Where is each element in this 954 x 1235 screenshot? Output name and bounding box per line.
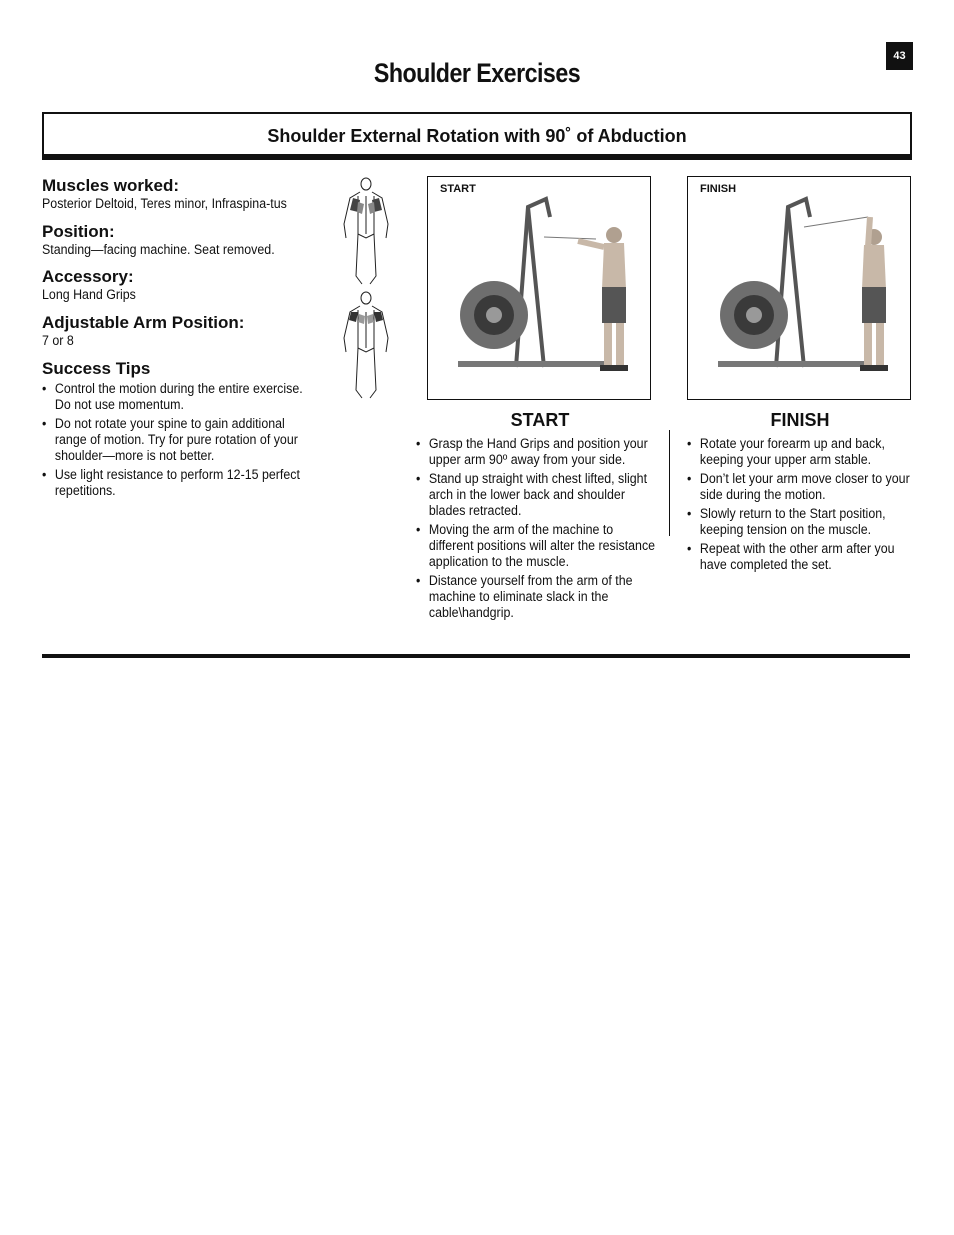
exercise-details (42, 176, 308, 502)
finish-heading: FINISH (770, 410, 830, 430)
arm-position-text: 7 or 8 (42, 332, 74, 348)
start-steps-list (416, 436, 656, 624)
success-tips-list (42, 381, 308, 499)
muscles-heading: Muscles worked: (42, 176, 179, 195)
arm-position-heading: Adjustable Arm Position: (42, 312, 245, 332)
list-item: • Slowly return to the Start position, keeping tension on the muscle. (687, 506, 911, 538)
list-item: • Distance yourself from the arm of the machine to eliminate slack in the cable\handgrip. (416, 573, 659, 621)
position-heading: Position: (42, 221, 115, 241)
list-item: • Use light resistance to perform 12-15 perfect repetitions. (42, 467, 319, 499)
accessory-heading: Accessory: (42, 267, 134, 286)
finish-photo (687, 176, 911, 400)
page-title: Shoulder Exercises (373, 58, 581, 88)
start-heading: START (510, 410, 570, 430)
machine-illustration (688, 177, 910, 399)
machine-illustration (428, 177, 650, 399)
start-photo-label: START (440, 183, 476, 195)
start-photo (427, 176, 651, 400)
accessory-text: Long Hand Grips (42, 287, 136, 302)
anatomy-front-figure (336, 290, 396, 402)
list-item: • Stand up straight with chest lifted, slight arch in the lower back and shoulder blades retracted. (416, 471, 659, 519)
exercise-title: Shoulder External Rotation with 90˚ of Abduction (267, 126, 687, 146)
page-number: 43 (886, 42, 913, 70)
muscles-text: Posterior Deltoid, Teres minor, Infraspina-tus (42, 196, 287, 211)
column-divider (669, 430, 670, 536)
list-item: • Rotate your forearm up and back, keeping your upper arm stable. (687, 436, 911, 468)
success-tips-heading: Success Tips (42, 359, 151, 378)
list-item: • Grasp the Hand Grips and position your upper arm 90º away from your side. (416, 436, 659, 468)
finish-steps-list (687, 436, 910, 576)
exercise-title-box (42, 112, 912, 160)
finish-photo-label: FINISH (700, 183, 737, 195)
list-item: • Repeat with the other arm after you have completed the set. (687, 541, 911, 573)
list-item: • Moving the arm of the machine to different positions will alter the resistance application to the muscle. (416, 522, 659, 570)
bottom-rule (42, 654, 910, 658)
list-item: • Do not rotate your spine to gain additional range of motion. Try for pure rotation of your shoulder—more is not better. (42, 416, 319, 464)
anatomy-back-figure (336, 176, 396, 288)
position-text: Standing—facing machine. Seat removed. (42, 241, 275, 257)
list-item: • Control the motion during the entire exercise. Do not use momentum. (42, 381, 319, 413)
list-item: • Don’t let your arm move closer to your side during the motion. (687, 471, 911, 503)
